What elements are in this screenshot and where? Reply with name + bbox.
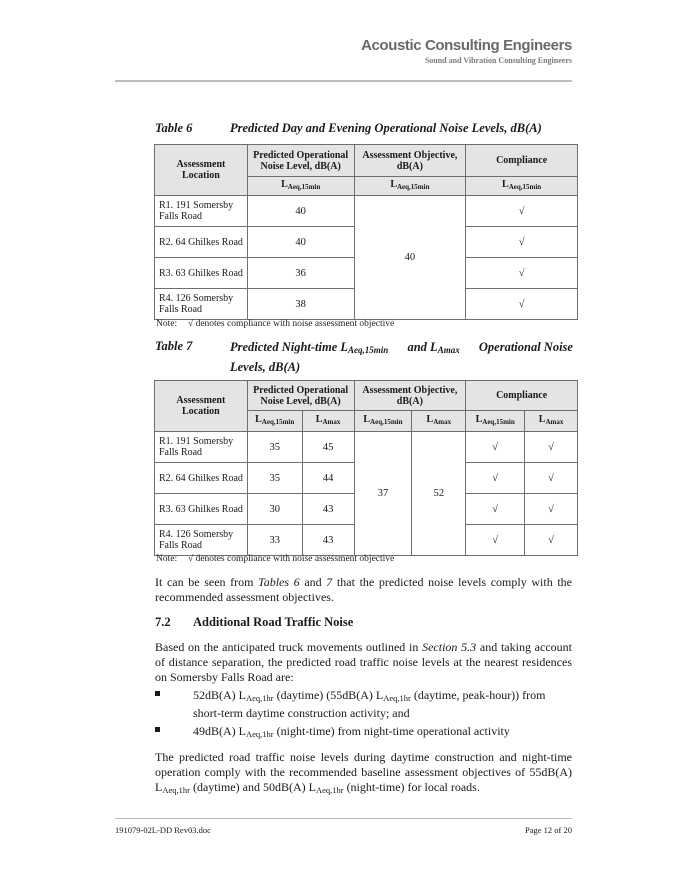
section-heading: 7.2 Additional Road Traffic Noise bbox=[155, 615, 354, 629]
predicted-amax-cell: 45 bbox=[302, 432, 354, 463]
page-number: Page 12 of 20 bbox=[525, 825, 572, 835]
table7-header-compliance: Compliance bbox=[466, 381, 578, 411]
predicted-aeq-cell: 33 bbox=[247, 525, 302, 556]
location-cell: R3. 63 Ghilkes Road bbox=[155, 258, 248, 289]
compliance-amax-cell: √ bbox=[525, 494, 578, 525]
table6-subheader: $L_{Aeq,15min}$ bbox=[354, 177, 466, 196]
bullet-text: 49dB(A) $L_{Aeq,1hr}$ (night-time) from night-time operational activity bbox=[193, 724, 510, 739]
predicted-aeq-cell: 35 bbox=[247, 463, 302, 494]
objective-amax-cell: 52 bbox=[412, 432, 466, 556]
predicted-cell: 38 bbox=[247, 289, 354, 320]
table6-subheader: $L_{Aeq,15min}$ bbox=[466, 177, 578, 196]
compliance-aeq-cell: √ bbox=[466, 463, 525, 494]
table7 bbox=[154, 380, 578, 556]
header-divider bbox=[115, 80, 572, 82]
table6-subheader: $L_{Aeq,15min}$ bbox=[247, 177, 354, 196]
compliance-amax-cell: √ bbox=[525, 432, 578, 463]
compliance-aeq-cell: √ bbox=[466, 525, 525, 556]
bullet-marker bbox=[155, 727, 160, 732]
table7-subheader: $L_{Aeq,15min}$ bbox=[247, 411, 302, 432]
bullet-marker bbox=[155, 691, 160, 696]
table7-note: Note: √ denotes compliance with noise assessment objective bbox=[156, 554, 395, 564]
table7-subheader: $L_{Amax}$ bbox=[302, 411, 354, 432]
table6 bbox=[154, 144, 578, 320]
predicted-cell: 40 bbox=[247, 227, 354, 258]
compliance-aeq-cell: √ bbox=[466, 432, 525, 463]
location-cell: R4. 126 Somersby Falls Road bbox=[155, 289, 248, 320]
traffic-paragraph: Based on the anticipated truck movements outlined in Section 5.3 and taking account of distance separation, the predicted road traffic noise levels at the nearest residences on Somersby Falls Road are: bbox=[155, 640, 572, 684]
location-cell: R2. 64 Ghilkes Road bbox=[155, 227, 248, 258]
location-cell: R2. 64 Ghilkes Road bbox=[155, 463, 248, 494]
table7-header-predicted: Predicted Operational Noise Level, dB(A) bbox=[247, 381, 354, 411]
compliance-cell: √ bbox=[466, 289, 578, 320]
compliance-amax-cell: √ bbox=[525, 463, 578, 494]
table6-header-objective: Assessment Objective, dB(A) bbox=[354, 145, 466, 177]
compliance-cell: √ bbox=[466, 258, 578, 289]
objective-aeq-cell: 37 bbox=[354, 432, 412, 556]
predicted-amax-cell: 44 bbox=[302, 463, 354, 494]
predicted-aeq-cell: 35 bbox=[247, 432, 302, 463]
location-cell: R4. 126 Somersby Falls Road bbox=[155, 525, 248, 556]
location-cell: R3. 63 Ghilkes Road bbox=[155, 494, 248, 525]
table6-header-predicted: Predicted Operational Noise Level, dB(A) bbox=[247, 145, 354, 177]
table7-header-objective: Assessment Objective, dB(A) bbox=[354, 381, 466, 411]
compliance-amax-cell: √ bbox=[525, 525, 578, 556]
table-row bbox=[155, 196, 578, 227]
predicted-cell: 36 bbox=[247, 258, 354, 289]
conclusion-paragraph: The predicted road traffic noise levels during daytime construction and night-time operation comply with the recommended baseline assessment objectives of 55dB(A) $L_{Aeq,1hr}$ (daytime) and 50dB(A) $L_{Aeq,1hr}$ (night-time) for local roads. bbox=[155, 750, 572, 795]
company-tagline: Sound and Vibration Consulting Engineers bbox=[424, 56, 572, 65]
compliance-cell: √ bbox=[466, 227, 578, 258]
company-name: Acoustic Consulting Engineers bbox=[361, 37, 572, 54]
table7-subheader: $L_{Aeq,15min}$ bbox=[354, 411, 412, 432]
table-row bbox=[155, 432, 578, 463]
predicted-aeq-cell: 30 bbox=[247, 494, 302, 525]
compliance-aeq-cell: √ bbox=[466, 494, 525, 525]
table6-number: Table 6 bbox=[155, 121, 193, 135]
location-cell: R1. 191 Somersby Falls Road bbox=[155, 432, 248, 463]
table7-title: Predicted Night-time $L_{Aeq,15min}$ and $L_{Amax}$ Operational Noise Levels, dB(A) bbox=[230, 340, 573, 374]
table6-header-location: Assessment Location bbox=[155, 145, 248, 196]
table6-note: Note: √ denotes compliance with noise assessment objective bbox=[156, 319, 395, 329]
table6-header-compliance: Compliance bbox=[466, 145, 578, 177]
footer-divider bbox=[115, 818, 572, 819]
compliance-cell: √ bbox=[466, 196, 578, 227]
table7-subheader: $L_{Amax}$ bbox=[412, 411, 466, 432]
predicted-cell: 40 bbox=[247, 196, 354, 227]
table7-header-location: Assessment Location bbox=[155, 381, 248, 432]
predicted-amax-cell: 43 bbox=[302, 494, 354, 525]
table6-title: Predicted Day and Evening Operational Noise Levels, dB(A) bbox=[230, 121, 542, 135]
table7-subheader: $L_{Amax}$ bbox=[525, 411, 578, 432]
predicted-amax-cell: 43 bbox=[302, 525, 354, 556]
table7-caption bbox=[155, 339, 573, 373]
bullet-text: 52dB(A) $L_{Aeq,1hr}$ (daytime) (55dB(A) $L_{Aeq,1hr}$ (daytime, peak-hour)) from short-term daytime construction activity; and bbox=[193, 688, 546, 720]
objective-cell: 40 bbox=[354, 196, 466, 320]
table7-subheader: $L_{Aeq,15min}$ bbox=[466, 411, 525, 432]
document-reference: 191079-02L-DD Rev03.doc bbox=[115, 825, 211, 835]
table7-number: Table 7 bbox=[155, 339, 193, 353]
summary-paragraph: It can be seen from Tables 6 and 7 that the predicted noise levels comply with the recommended assessment objectives. bbox=[155, 575, 572, 604]
location-cell: R1. 191 Somersby Falls Road bbox=[155, 196, 248, 227]
